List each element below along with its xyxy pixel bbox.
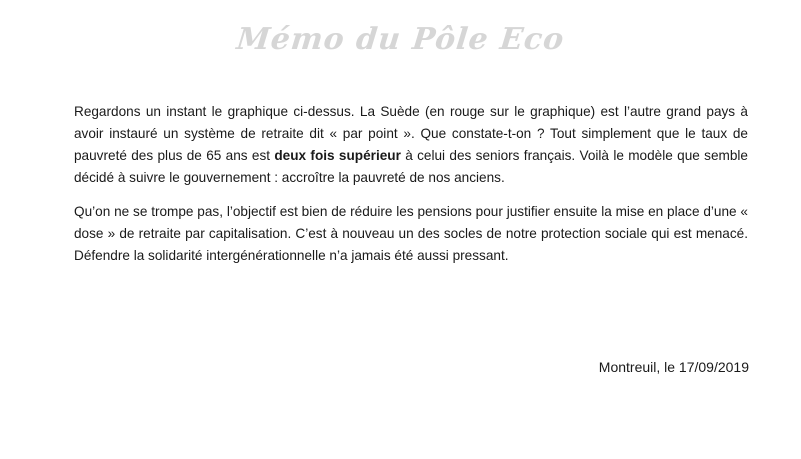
paragraph-1-text-end: à celui des seniors français. Voilà le modèle que semble décidé à suivre le gouvernement : accroître la pauvreté de nos anciens.	[74, 148, 748, 185]
memo-title: Mémo du Pôle Eco	[234, 22, 567, 57]
paragraph-1-text-start: Regardons un instant le graphique ci-dessus. La Suède (en rouge sur le graphique) est l’autre grand pays à avoir instauré un système de retraite dit « par point ». Que constate-t-on ? Tout simplement que le taux de pauvreté des plus de 65 ans est	[74, 104, 748, 163]
place-date: Montreuil, le 17/09/2019	[598, 359, 749, 375]
paragraph-1	[74, 101, 748, 189]
paragraph-2: Qu’on ne se trompe pas, l’objectif est bien de réduire les pensions pour justifier ensuite la mise en place d’une « dose » de retraite par capitalisation. C’est à nouveau un des socles de notre protection sociale qui est menacé. Défendre la solidarité intergénérationnelle n’a jamais été aussi pressant.	[74, 204, 748, 263]
paragraph-1-emphasis: deux fois supérieur	[274, 148, 401, 163]
memo-body	[74, 101, 748, 279]
